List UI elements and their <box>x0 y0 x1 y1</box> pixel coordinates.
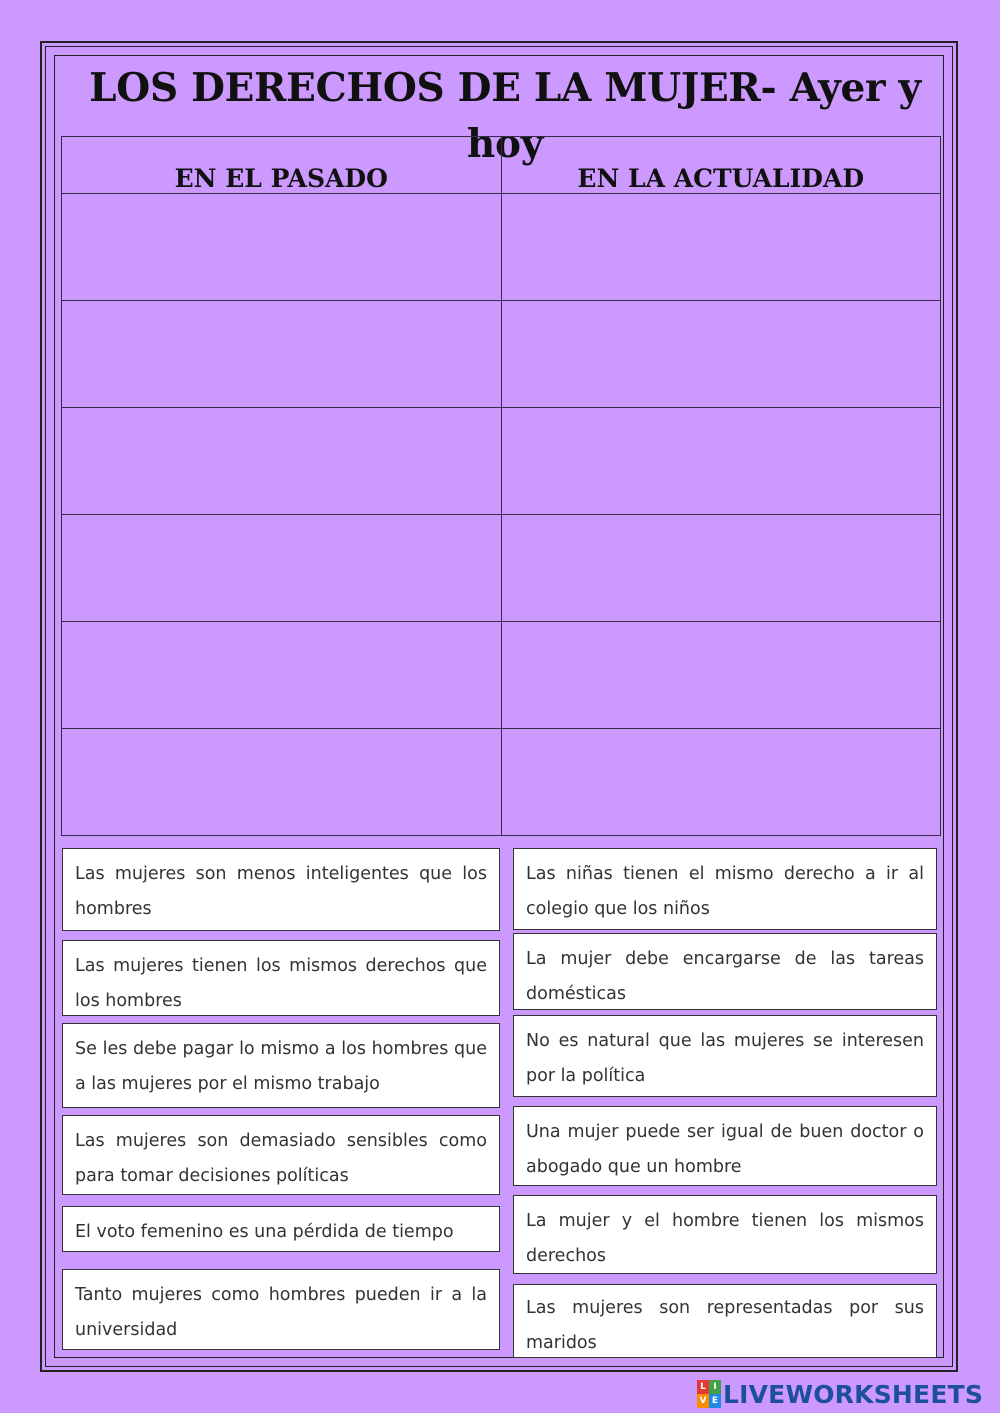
brand-name: LIVEWORKSHEETS <box>723 1379 984 1409</box>
statement-card[interactable]: No es natural que las mujeres se interesen por la política <box>513 1015 937 1097</box>
drop-slot-past-5[interactable] <box>62 622 502 729</box>
drop-slot-present-1[interactable] <box>501 194 941 301</box>
drop-slot-present-5[interactable] <box>501 622 941 729</box>
statement-card[interactable]: Tanto mujeres como hombres pueden ir a la universidad <box>62 1269 500 1350</box>
statement-card[interactable]: La mujer debe encargarse de las tareas domésticas <box>513 933 937 1010</box>
statement-card[interactable]: El voto femenino es una pérdida de tiempo <box>62 1206 500 1252</box>
drop-slot-present-2[interactable] <box>501 301 941 408</box>
liveworksheets-logo <box>697 1379 983 1409</box>
drop-slot-past-3[interactable] <box>62 408 502 515</box>
drop-slot-past-1[interactable] <box>62 194 502 301</box>
statement-card[interactable]: Las mujeres son representadas por sus maridos <box>513 1284 937 1358</box>
statement-card[interactable]: Las mujeres son menos inteligentes que los hombres <box>62 848 500 931</box>
statement-card[interactable]: Las niñas tienen el mismo derecho a ir al colegio que los niños <box>513 848 937 930</box>
drop-slot-past-2[interactable] <box>62 301 502 408</box>
column-header-past: EN EL PASADO <box>62 137 502 194</box>
drop-slot-past-6[interactable] <box>62 729 502 836</box>
statement-card[interactable]: Se les debe pagar lo mismo a los hombres que a las mujeres por el mismo trabajo <box>62 1023 500 1108</box>
statement-card[interactable]: Una mujer puede ser igual de buen doctor o abogado que un hombre <box>513 1106 937 1186</box>
sorting-table <box>61 136 941 836</box>
drop-slot-present-4[interactable] <box>501 515 941 622</box>
statement-card[interactable]: Las mujeres tienen los mismos derechos que los hombres <box>62 940 500 1016</box>
drop-slot-present-6[interactable] <box>501 729 941 836</box>
statement-card[interactable]: Las mujeres son demasiado sensibles como para tomar decisiones políticas <box>62 1115 500 1195</box>
statement-card[interactable]: La mujer y el hombre tienen los mismos derechos <box>513 1195 937 1274</box>
worksheet-title: LOS DERECHOS DE LA MUJER- Ayer y hoy <box>89 65 921 167</box>
drop-slot-present-3[interactable] <box>501 408 941 515</box>
liveworksheets-mark-icon: L I V E <box>697 1380 721 1408</box>
column-header-present: EN LA ACTUALIDAD <box>501 137 941 194</box>
drop-slot-past-4[interactable] <box>62 515 502 622</box>
